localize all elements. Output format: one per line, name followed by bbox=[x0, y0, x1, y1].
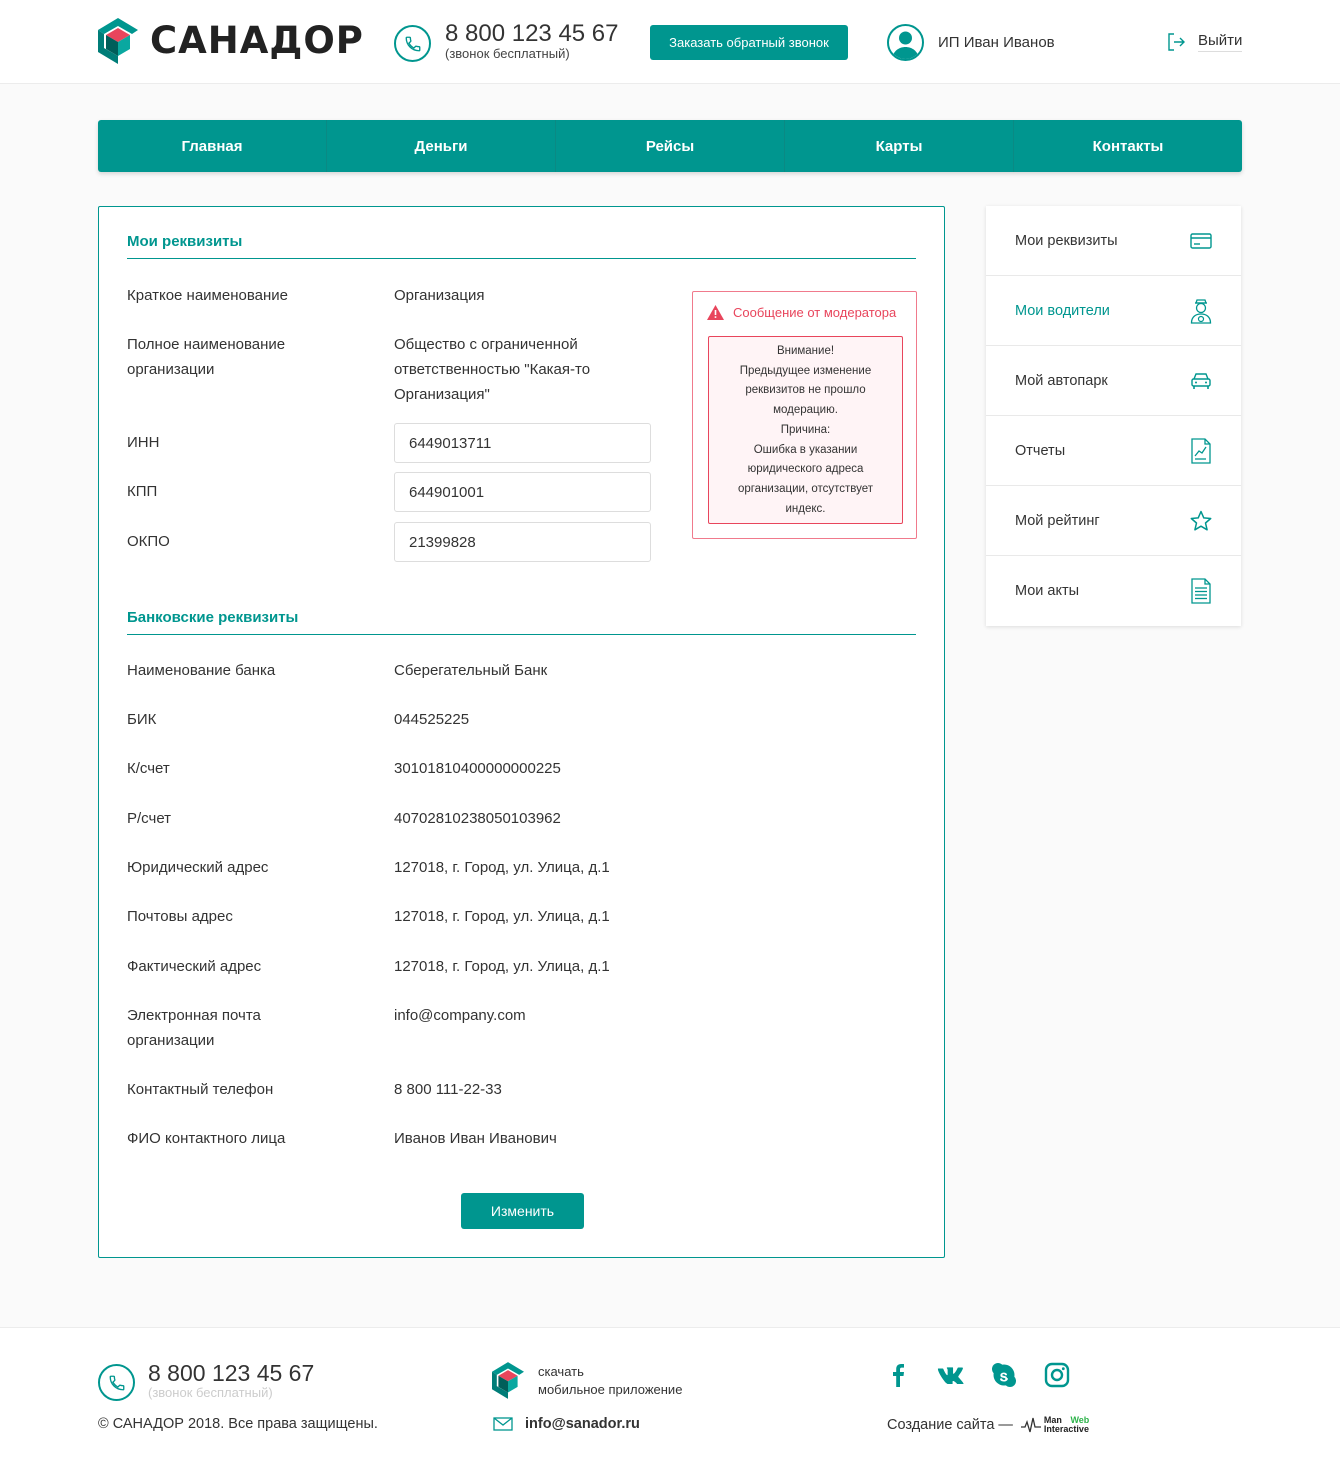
actual-address-label: Фактический адрес bbox=[127, 958, 262, 975]
moderator-line: индекс. bbox=[785, 502, 826, 515]
nav-item-home[interactable]: Главная bbox=[98, 120, 327, 172]
okpo-field[interactable] bbox=[394, 522, 651, 562]
phone-number[interactable]: 8 800 123 45 67 bbox=[445, 20, 619, 47]
main-nav bbox=[98, 120, 1242, 172]
report-icon bbox=[1189, 439, 1213, 463]
bik-label: БИК bbox=[127, 711, 157, 728]
sidebar-item-label: Мои водители bbox=[1015, 302, 1110, 319]
okpo-label: ОКПО bbox=[127, 533, 170, 550]
phone-icon bbox=[98, 1364, 135, 1401]
driver-icon bbox=[1189, 299, 1213, 323]
inn-label: ИНН bbox=[127, 434, 160, 451]
phone-icon bbox=[394, 25, 431, 62]
sidebar-item-reports[interactable] bbox=[986, 416, 1241, 486]
callback-button[interactable]: Заказать обратный звонок bbox=[650, 25, 848, 60]
user-name: ИП Иван Иванов bbox=[938, 34, 1055, 51]
corr-account-value: 30101810400000000225 bbox=[394, 760, 561, 777]
actual-address-value: 127018, г. Город, ул. Улица, д.1 bbox=[394, 958, 610, 975]
site-credit bbox=[887, 1416, 1089, 1434]
logout-label: Выйти bbox=[1198, 32, 1242, 52]
logo-mark-icon bbox=[98, 18, 138, 64]
bik-value: 044525225 bbox=[394, 711, 470, 728]
pulse-icon bbox=[1021, 1416, 1041, 1434]
contact-phone-label: Контактный телефон bbox=[127, 1081, 274, 1098]
sidebar-item-rating[interactable] bbox=[986, 486, 1241, 556]
user-profile[interactable] bbox=[887, 24, 1055, 61]
document-icon bbox=[1189, 579, 1213, 603]
contact-person-value: Иванов Иван Иванович bbox=[394, 1130, 557, 1147]
credit-word-man: Man bbox=[1043, 1415, 1062, 1425]
kpp-field[interactable] bbox=[394, 472, 651, 512]
legal-address-label: Юридический адрес bbox=[127, 859, 269, 876]
contact-phone-value: 8 800 111-22-33 bbox=[394, 1081, 502, 1098]
nav-item-contacts[interactable]: Контакты bbox=[1092, 137, 1164, 155]
moderator-line: организации, отсутствует bbox=[737, 482, 874, 495]
app-line-1: скачать bbox=[538, 1363, 584, 1379]
short-name-label: Краткое наименование bbox=[127, 287, 288, 304]
instagram-icon[interactable] bbox=[1043, 1361, 1071, 1389]
logout-link[interactable] bbox=[1166, 32, 1242, 52]
sidebar-item-label: Мои акты bbox=[1015, 583, 1080, 599]
header-phone bbox=[394, 22, 619, 62]
email-label: Электронная почта организации bbox=[127, 1007, 261, 1049]
sidebar-item-label: Отчеты bbox=[1015, 442, 1066, 459]
requisites-card bbox=[98, 206, 945, 1258]
social-links bbox=[884, 1361, 1071, 1389]
bank-name-value: Сберегательный Банк bbox=[394, 662, 548, 679]
vk-icon[interactable] bbox=[937, 1361, 965, 1389]
logo[interactable] bbox=[98, 18, 364, 64]
manweb-logo[interactable] bbox=[1021, 1416, 1089, 1434]
sidebar-item-acts[interactable] bbox=[986, 556, 1241, 626]
moderator-line: Предыдущее изменение bbox=[739, 364, 872, 377]
car-icon bbox=[1189, 369, 1213, 393]
sidebar bbox=[986, 206, 1241, 626]
moderator-line: Внимание! bbox=[776, 345, 835, 357]
nav-item-trips[interactable]: Рейсы bbox=[556, 120, 785, 172]
credit-word-web: Web bbox=[1070, 1415, 1090, 1425]
account-label: Р/счет bbox=[127, 810, 172, 827]
legal-address-value: 127018, г. Город, ул. Улица, д.1 bbox=[394, 859, 610, 876]
warning-icon bbox=[707, 305, 724, 320]
star-icon bbox=[1189, 509, 1213, 533]
moderator-line: Ошибка в указании bbox=[753, 443, 858, 456]
moderator-line: модерацию. bbox=[773, 404, 838, 417]
moderator-title: Сообщение от модератора bbox=[733, 305, 897, 320]
moderator-line: реквизитов не прошло bbox=[745, 384, 866, 397]
contact-person-label: ФИО контактного лица bbox=[127, 1130, 286, 1147]
full-name-label: Полное наименование организации bbox=[127, 336, 286, 378]
copyright: © САНАДОР 2018. Все права защищены. bbox=[98, 1416, 378, 1432]
kpp-label: КПП bbox=[127, 483, 158, 500]
footer-email-link[interactable] bbox=[493, 1416, 640, 1432]
facebook-icon[interactable] bbox=[884, 1361, 912, 1389]
sidebar-item-requisites[interactable] bbox=[986, 206, 1241, 276]
edit-button[interactable]: Изменить bbox=[461, 1193, 584, 1229]
inn-field[interactable] bbox=[394, 423, 651, 463]
moderator-text bbox=[708, 336, 903, 524]
requisites-title: Мои реквизиты bbox=[127, 233, 916, 259]
footer bbox=[0, 1327, 1340, 1466]
card-icon bbox=[1189, 229, 1213, 253]
credit-text: Создание сайта — bbox=[887, 1417, 1013, 1433]
email-value: info@company.com bbox=[394, 1007, 526, 1024]
sidebar-item-label: Мои реквизиты bbox=[1015, 232, 1118, 249]
short-name-value: Организация bbox=[394, 287, 485, 304]
logo-text: САНАДОР bbox=[150, 19, 364, 62]
phone-note: (звонок бесплатный) bbox=[445, 46, 570, 61]
sidebar-item-drivers[interactable] bbox=[986, 276, 1241, 346]
app-line-2: мобильное приложение bbox=[538, 1381, 683, 1397]
mail-icon bbox=[493, 1417, 513, 1431]
moderator-line: юридического адреса bbox=[747, 463, 864, 476]
bank-name-label: Наименование банка bbox=[127, 662, 276, 679]
footer-email: info@sanador.ru bbox=[525, 1416, 640, 1432]
credit-word-interactive: Interactive bbox=[1043, 1424, 1089, 1434]
mobile-app-link[interactable] bbox=[492, 1362, 682, 1399]
footer-phone-number[interactable]: 8 800 123 45 67 bbox=[148, 1360, 315, 1386]
footer-phone bbox=[98, 1361, 314, 1401]
moderator-message bbox=[692, 291, 917, 539]
corr-account-label: К/счет bbox=[127, 760, 170, 777]
postal-address-label: Почтовы адрес bbox=[127, 908, 233, 925]
sidebar-item-label: Мой автопарк bbox=[1015, 372, 1108, 389]
app-logo-icon bbox=[492, 1362, 524, 1399]
bank-title: Банковские реквизиты bbox=[127, 609, 916, 635]
nav-item-money[interactable]: Деньги bbox=[327, 120, 556, 172]
avatar-icon bbox=[887, 24, 924, 61]
moderator-line: Причина: bbox=[780, 423, 831, 436]
sidebar-item-fleet[interactable] bbox=[986, 346, 1241, 416]
logout-icon bbox=[1166, 32, 1186, 52]
sidebar-item-label: Мой рейтинг bbox=[1015, 512, 1100, 529]
account-value: 40702810238050103962 bbox=[394, 810, 561, 827]
footer-phone-note: (звонок бесплатный) bbox=[148, 1385, 273, 1400]
header bbox=[0, 0, 1340, 84]
postal-address-value: 127018, г. Город, ул. Улица, д.1 bbox=[394, 908, 610, 925]
nav-item-cards[interactable]: Карты bbox=[785, 120, 1014, 172]
skype-icon[interactable] bbox=[990, 1361, 1018, 1389]
full-name-value: Общество с ограниченной ответственностью "Какая-то Организация" bbox=[394, 336, 591, 403]
